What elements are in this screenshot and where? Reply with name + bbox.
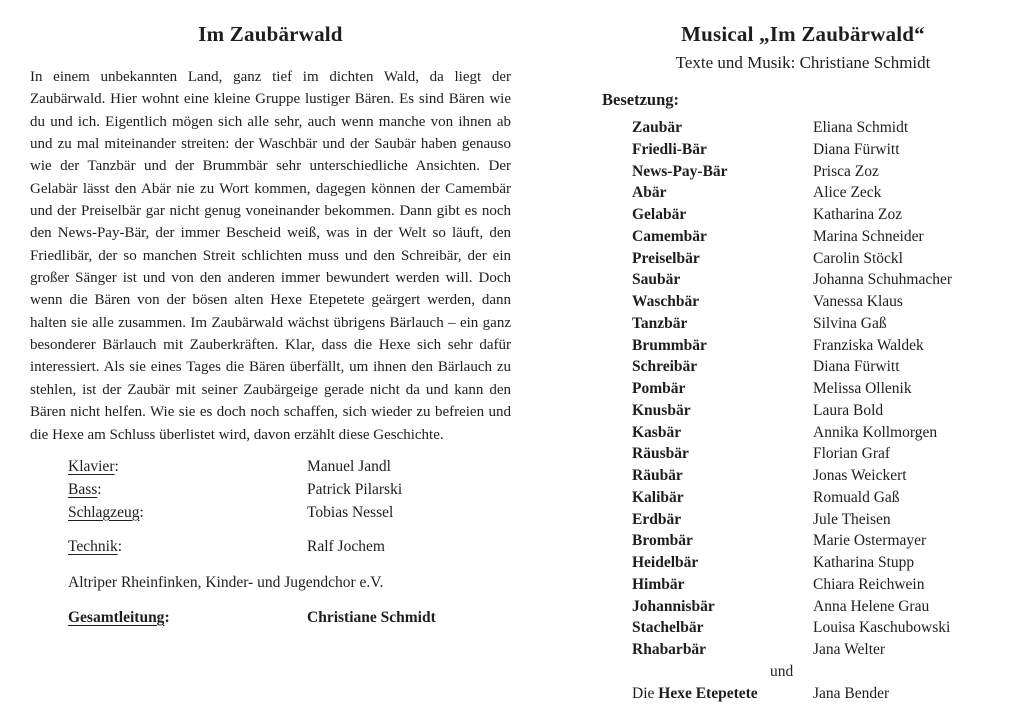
cast-actor: Florian Graf (813, 445, 891, 463)
cast-actor: Laura Bold (813, 401, 884, 419)
cast-role: Stachelbär (632, 619, 704, 637)
cast-actor: Carolin Stöckl (813, 249, 903, 267)
cast-role: Waschbär (632, 293, 700, 310)
cast-row (602, 269, 1004, 291)
cast-actor: Melissa Ollenik (813, 380, 912, 397)
cast-actor: Marina Schneider (813, 227, 924, 245)
cast-row (602, 161, 1004, 183)
story-page-title: Im Zaubärwald (198, 22, 343, 46)
cast-actor: Katharina Zoz (813, 206, 903, 223)
cast-row (602, 139, 1004, 161)
cast-actor: Jana Bender (813, 684, 890, 702)
cast-row (602, 596, 1004, 618)
cast-role: Knusbär (632, 401, 691, 419)
credits-block (30, 455, 511, 629)
cast-role: Pombär (632, 380, 686, 397)
cast-actor: Silvina Gaß (813, 314, 887, 332)
cast-row (602, 226, 1004, 248)
cast-role: Brummbär (632, 336, 707, 354)
credit-role-label: Schlagzeug: (68, 503, 144, 521)
cast-actor: Vanessa Klaus (813, 293, 903, 310)
band-credits-list (68, 455, 511, 524)
cast-actor: Marie Ostermayer (813, 532, 927, 550)
cast-actor: Eliana Schmidt (813, 119, 909, 136)
cast-row (602, 182, 1004, 204)
cast-role: Räubär (632, 467, 683, 484)
cast-actor: Johanna Schuhmacher (813, 271, 953, 289)
cast-row (602, 400, 1004, 422)
cast-actor: Louisa Kaschubowski (813, 619, 951, 637)
cast-row (602, 356, 1004, 378)
cast-row (602, 465, 1004, 487)
cast-role: Räusbär (632, 445, 689, 463)
cast-actor: Romuald Gaß (813, 488, 900, 506)
cast-row (602, 422, 1004, 444)
cast-actor: Annika Kollmorgen (813, 423, 938, 441)
cast-row (602, 487, 1004, 509)
cast-role: Preiselbär (632, 249, 700, 267)
cast-actor: Jonas Weickert (813, 467, 907, 484)
cast-actor: Jana Welter (813, 641, 886, 658)
cast-role: Abär (632, 184, 667, 202)
cast-role: Schreibär (632, 358, 698, 376)
story-text: In einem unbekannten Land, ganz tief im dichten Wald, da liegt der Zaubärwald. Hier wohnt eine kleine Gruppe lustiger Bären. Es sind Bären wie du und ich. Eigentlich mögen sich alle sehr, auch wenn manche von ihnen ab und zu mal miteinander streiten: der Waschbär und der Saubär haben genauso wie der Tanzbär und der Brummbär sehr unterschiedliche Ansichten. Der Gelabär lässt den Abär nie zu Wort kommen, dagegen können der Camembär und der Preiselbär gar nicht genug voneinander bekommen. Dann gibt es noch den News-Pay-Bär, der immer Bescheid weiß, was in der Welt so läuft, den Friedlibär, der so manchen Streit schlichten muss und den Schreibär, der ein großer Sänger ist und von den anderen immer bewundert werden will. Doch wenn die Bären von der bösen alten Hexe Etepetete geärgert werden, dann halten sie alle zusammen. Im Zaubärwald wächst übrigens Bärlauch – ein ganz besonderer Bärlauch mit Zauberkräften. Klar, dass die Hexe sich sehr dafür interessiert. Als sie eines Tages die Bären überfällt, um ihnen den Bärlauch zu stehlen, ist der Zaubär mit seiner Zaubärgeige gerade nicht da und kann den Bären nicht helfen. Wie sie es doch noch schaffen, sich wieder zu befreien und die Hexe am Schluss überlistet wird, davon erzählt diese Geschichte. (30, 69, 511, 443)
cast-actor: Diana Fürwitt (813, 140, 900, 158)
cast-actor: Jule Theisen (813, 510, 891, 528)
cast-row (602, 574, 1004, 596)
credit-row (68, 455, 511, 478)
credit-person-name: Ralf Jochem (307, 537, 385, 555)
cast-row (602, 117, 1004, 139)
credit-role-label: Gesamtleitung: (68, 608, 170, 626)
credit-role-label: Bass: (68, 480, 102, 498)
cast-row (602, 530, 1004, 552)
page-cast (602, 0, 1004, 719)
page-story (30, 0, 511, 719)
cast-role: Erdbär (632, 510, 682, 528)
credit-row (68, 501, 511, 524)
cast-actor: Prisca Zoz (813, 162, 879, 180)
cast-row (602, 639, 1004, 661)
cast-heading: Besetzung: (602, 90, 679, 109)
musical-title: Musical „Im Zaubärwald“ (681, 22, 925, 46)
cast-role: News-Pay-Bär (632, 162, 728, 180)
musical-subtitle: Texte und Musik: Christiane Schmidt (675, 53, 931, 72)
credit-person-name: Tobias Nessel (307, 503, 394, 521)
cast-row (602, 552, 1004, 574)
cast-actor: Diana Fürwitt (813, 358, 900, 376)
cast-row (602, 617, 1004, 639)
cast-role: Tanzbär (632, 314, 688, 332)
cast-role: Kasbär (632, 423, 682, 441)
cast-row (602, 443, 1004, 465)
cast-actor: Alice Zeck (813, 184, 882, 202)
credit-row-leader (68, 606, 511, 629)
cast-list (602, 117, 1004, 661)
cast-row (602, 509, 1004, 531)
cast-role: Rhabarbär (632, 641, 707, 658)
cast-actor: Anna Helene Grau (813, 597, 930, 615)
cast-role: Gelabär (632, 206, 687, 223)
cast-role (632, 683, 813, 705)
choir-note: Altriper Rheinfinken, Kinder- und Jugendchor e.V. (68, 573, 384, 591)
cast-role: Himbär (632, 575, 685, 593)
credit-role-label: Klavier: (68, 457, 119, 475)
cast-role: Zaubär (632, 119, 682, 136)
cast-role: Heidelbär (632, 554, 699, 571)
cast-row (602, 248, 1004, 270)
cast-role: Brombär (632, 532, 693, 550)
cast-role: Johannisbär (632, 597, 715, 615)
cast-actor: Chiara Reichwein (813, 575, 925, 593)
credit-row-technik (68, 535, 511, 558)
cast-actor: Katharina Stupp (813, 554, 915, 571)
cast-row (602, 204, 1004, 226)
cast-role: Friedli-Bär (632, 140, 707, 158)
cast-role: Saubär (632, 271, 681, 289)
cast-role-name: Hexe Etepetete (658, 684, 758, 702)
cast-row (602, 335, 1004, 357)
cast-row (602, 313, 1004, 335)
credit-role-label: Technik: (68, 537, 123, 555)
cast-actor: Franziska Waldek (813, 336, 924, 354)
credit-row (68, 478, 511, 501)
credit-person-name: Manuel Jandl (307, 457, 391, 475)
cast-role: Camembär (632, 227, 707, 245)
cast-connector: und (770, 662, 794, 680)
cast-row (602, 378, 1004, 400)
cast-role-prefix: Die (632, 684, 659, 702)
cast-row (602, 291, 1004, 313)
credit-person-name: Patrick Pilarski (307, 480, 403, 498)
credit-person-name: Christiane Schmidt (307, 608, 436, 626)
cast-role: Kalibär (632, 488, 684, 506)
cast-row-hexe (602, 683, 1004, 705)
